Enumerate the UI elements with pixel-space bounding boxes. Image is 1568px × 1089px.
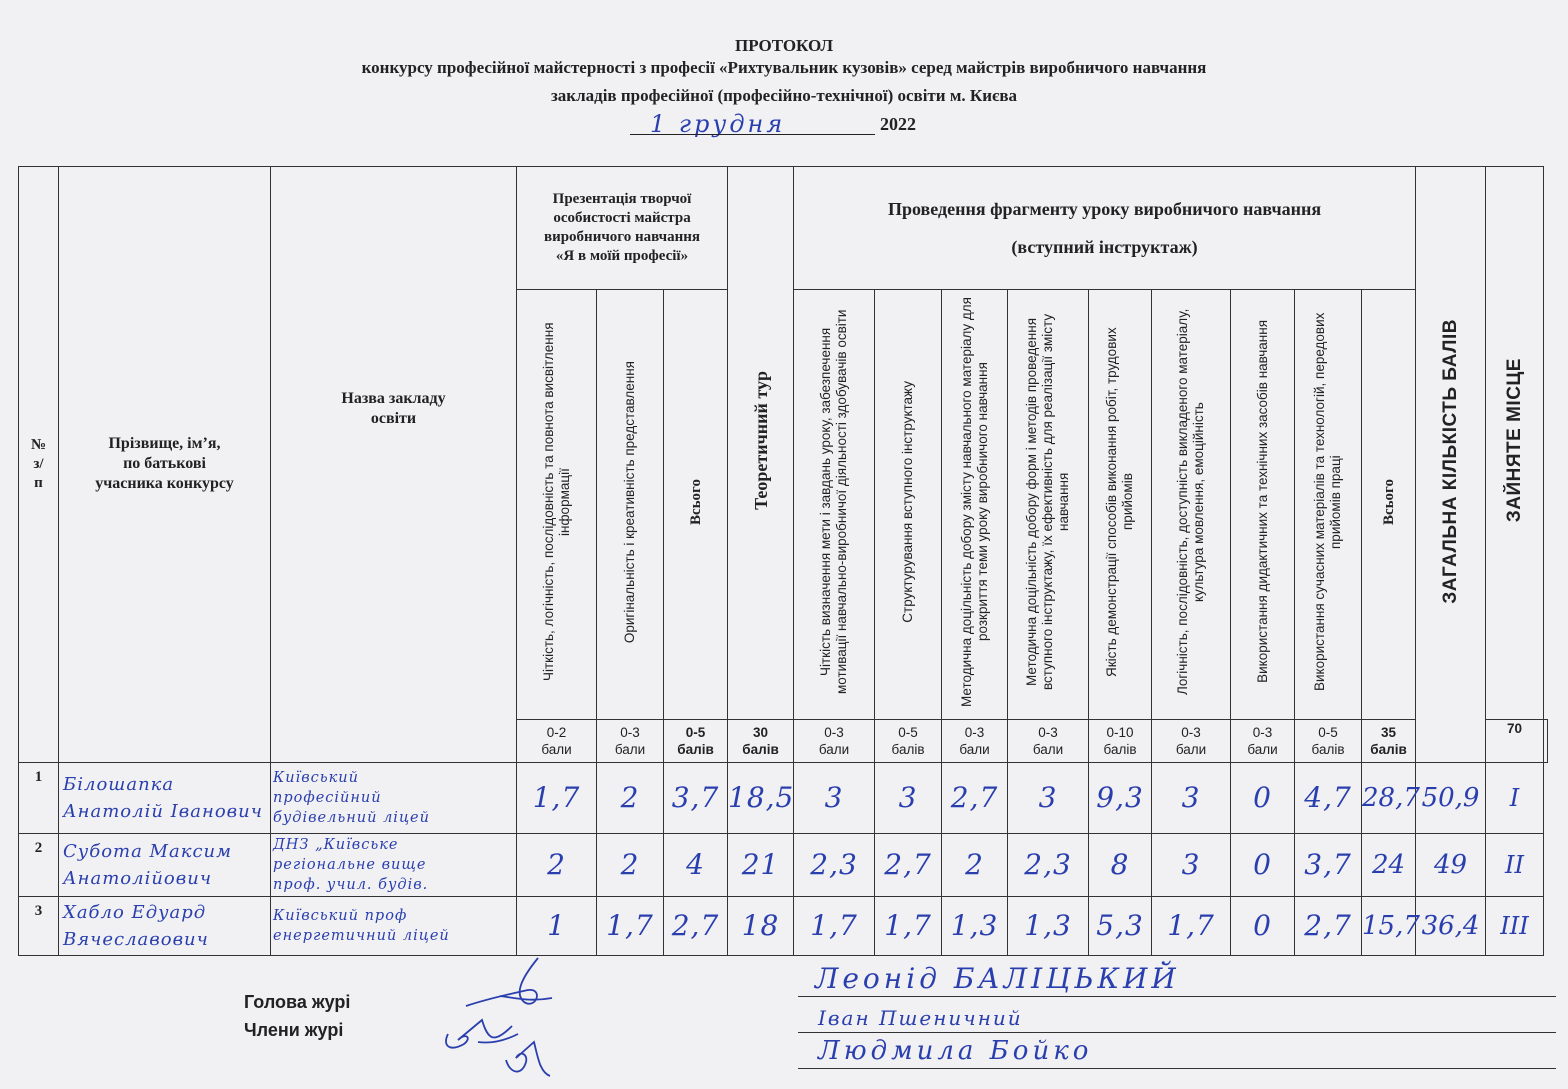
row-number: 2 — [19, 834, 59, 896]
crit-header-l8: Використання сучасних матеріалів та технологій, передових прийомів праці — [1295, 289, 1362, 719]
group-header-presentation: Презентація творчої особистості майстра виробничого навчання «Я в моїй професії» — [517, 167, 728, 290]
school-name: Київський проф енергетичний ліцей — [271, 896, 517, 955]
jury-members-label: Члени журі — [244, 1020, 344, 1040]
score-cell: 9,3 — [1089, 762, 1152, 834]
score-cell: 4,7 — [1295, 762, 1362, 834]
max-score-cell: 0-3 бали — [794, 719, 875, 762]
col-header-grand-total: ЗАГАЛЬНА КІЛЬКІСТЬ БАЛІВ — [1416, 167, 1486, 763]
score-cell: 24 — [1362, 834, 1416, 896]
score-cell: 3 — [1152, 762, 1231, 834]
max-score-cell: 0-2 бали — [517, 719, 597, 762]
group-header-lesson-subtitle: (вступний інструктаж) — [1011, 236, 1198, 257]
grand-total-cell: 50,9 — [1416, 762, 1486, 834]
crit-header-l5: Якість демонстрації способів виконання робіт, трудових прийомів — [1089, 289, 1152, 719]
group-header-lesson — [794, 167, 1416, 290]
date-handwritten: 1 грудня — [650, 110, 786, 138]
crit-header-l1: Чіткість визначення мети і завдань уроку, забезпечення мотивації навчально-виробничої діяльності здобувачів освіти — [794, 289, 875, 719]
date-underline — [630, 134, 875, 135]
score-cell: 2,3 — [1008, 834, 1089, 896]
crit-header-p2: Оригінальність і креативність представлення — [597, 289, 664, 719]
crit-header-p-total: Всього — [664, 289, 728, 719]
signature-line-chair — [798, 996, 1556, 997]
score-cell: 1,7 — [517, 762, 597, 834]
score-cell: 2,7 — [664, 896, 728, 955]
score-cell: 3 — [1008, 762, 1089, 834]
score-cell: 2,3 — [794, 834, 875, 896]
score-cell: 1,7 — [1152, 896, 1231, 955]
document-subtitle-line2: закладів професійної (професійно-технічної) освіти м. Києва — [550, 86, 1018, 105]
max-score-cell: 0-3 бали — [1152, 719, 1231, 762]
score-cell: 3 — [875, 762, 942, 834]
crit-header-l6: Логічність, послідовність, доступність викладеного матеріалу, культура мовлення, емоційність — [1152, 289, 1231, 719]
score-cell: 2,7 — [875, 834, 942, 896]
score-cell: 2 — [517, 834, 597, 896]
participant-name: Білошапка Анатолій Іванович — [59, 762, 271, 834]
max-score-cell: 35 балів — [1362, 719, 1416, 762]
participant-name: Субота Максим Анатолійович — [59, 834, 271, 896]
max-score-cell: 70 — [1486, 719, 1544, 762]
date-year: 2022 — [880, 114, 916, 134]
score-cell: 3,7 — [664, 762, 728, 834]
crit-header-l-total: Всього — [1362, 289, 1416, 719]
max-score-cell: 0-5 балів — [1295, 719, 1362, 762]
row-number: 3 — [19, 896, 59, 955]
document-subtitle-line1: конкурсу професійної майстерності з професії «Рихтувальник кузовів» серед майстрів виробничого навчання — [361, 58, 1207, 77]
score-cell: 18 — [728, 896, 794, 955]
max-score-cell: 0-5 балів — [875, 719, 942, 762]
grand-total-cell: 49 — [1416, 834, 1486, 896]
score-cell: 5,3 — [1089, 896, 1152, 955]
crit-header-l7: Використання дидактичних та технічних засобів навчання — [1231, 289, 1295, 719]
score-cell: 1,3 — [942, 896, 1008, 955]
participant-name: Хабло Едуард Вячеславович — [59, 896, 271, 955]
document-title: ПРОТОКОЛ — [734, 36, 833, 55]
col-header-school: Назва закладу освіти — [271, 167, 517, 763]
score-cell: 28,7 — [1362, 762, 1416, 834]
max-score-cell: 0-3 бали — [1008, 719, 1089, 762]
score-cell: 18,5 — [728, 762, 794, 834]
crit-header-l2: Структурування вступного інструктажу — [875, 289, 942, 719]
max-score-cell: 0-5 балів — [664, 719, 728, 762]
score-cell: 0 — [1231, 896, 1295, 955]
place-cell: III — [1486, 896, 1544, 955]
max-score-cell: 0-10 балів — [1089, 719, 1152, 762]
score-cell: 0 — [1231, 834, 1295, 896]
crit-header-l3: Методична доцільність добору змісту навчального матеріалу для розкриття теми уроку виробничого навчання — [942, 289, 1008, 719]
table-row — [19, 762, 1548, 834]
score-cell: 4 — [664, 834, 728, 896]
col-header-theory: Теоретичний тур — [728, 167, 794, 720]
score-cell: 2,7 — [942, 762, 1008, 834]
score-cell: 0 — [1231, 762, 1295, 834]
results-table — [18, 166, 1548, 956]
jury-chair-label: Голова журі — [244, 992, 351, 1012]
group-header-lesson-title: Проведення фрагменту уроку виробничого навчання — [887, 198, 1322, 219]
score-cell: 3 — [1152, 834, 1231, 896]
score-cell: 8 — [1089, 834, 1152, 896]
col-header-name: Прізвище, ім’я, по батькові учасника конкурсу — [59, 167, 271, 763]
place-cell: I — [1486, 762, 1544, 834]
col-header-number: № з/ п — [19, 167, 59, 763]
score-cell: 2,7 — [1295, 896, 1362, 955]
score-cell: 15,7 — [1362, 896, 1416, 955]
score-cell: 3 — [794, 762, 875, 834]
score-cell: 21 — [728, 834, 794, 896]
max-score-cell: 0-3 бали — [1231, 719, 1295, 762]
score-cell: 1,7 — [597, 896, 664, 955]
score-cell: 1,7 — [794, 896, 875, 955]
jury-chair-name: Леонід БАЛІЦЬКИЙ — [815, 962, 1180, 995]
col-header-place: ЗАЙНЯТЕ МІСЦЕ — [1486, 167, 1544, 720]
score-cell: 2 — [597, 834, 664, 896]
signature-line-member2 — [798, 1068, 1556, 1069]
row-number: 1 — [19, 762, 59, 834]
crit-header-l4: Методична доцільність добору форм і методів проведення вступного інструктажу, їх ефективність для реалізації змісту навчання — [1008, 289, 1089, 719]
jury-member2-name: Людмила Бойко — [818, 1036, 1093, 1066]
max-score-cell: 0-3 бали — [597, 719, 664, 762]
score-cell: 2 — [597, 762, 664, 834]
school-name: Київський професійний будівельний ліцей — [271, 762, 517, 834]
score-cell: 2 — [942, 834, 1008, 896]
score-cell: 1 — [517, 896, 597, 955]
jury-member1-name: Іван Пшеничний — [818, 1006, 1023, 1030]
max-score-cell: 30 балів — [728, 719, 794, 762]
signature-line-member1 — [798, 1032, 1556, 1033]
score-cell: 3,7 — [1295, 834, 1362, 896]
max-score-cell: 0-3 бали — [942, 719, 1008, 762]
score-cell: 1,7 — [875, 896, 942, 955]
table-row — [19, 896, 1548, 955]
max-score-cell — [1544, 719, 1548, 762]
place-cell: II — [1486, 834, 1544, 896]
jury-signatures-image — [420, 950, 570, 1089]
table-row — [19, 834, 1548, 896]
date-line — [630, 112, 940, 136]
score-cell: 1,3 — [1008, 896, 1089, 955]
grand-total-cell: 36,4 — [1416, 896, 1486, 955]
school-name: ДНЗ „Київське регіональне вище проф. учил. будів. — [271, 834, 517, 896]
crit-header-p1: Чіткість, логічність, послідовність та повнота висвітлення інформації — [517, 289, 597, 719]
